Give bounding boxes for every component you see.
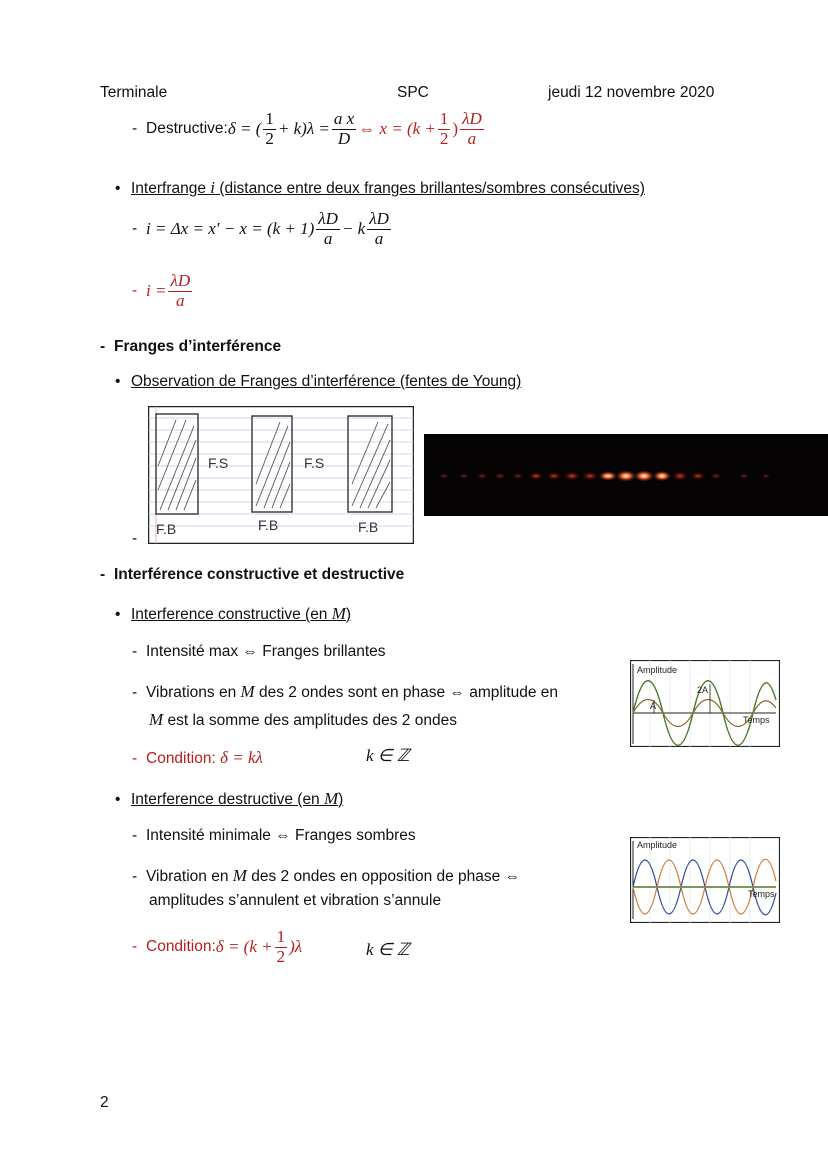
header-left: Terminale [100,84,168,101]
page-number: 2 [100,1094,109,1111]
text: (distance entre deux franges brillantes/sombres consécutives) [215,180,645,197]
dash-marker: - [132,868,138,885]
math-var: M [232,866,247,885]
constructive-line-2b [149,710,457,730]
fraction [275,928,288,966]
constructive-k-set: k ∈ ℤ [366,746,410,765]
bullet-icon: • [115,180,121,197]
dash-marker: - [132,220,138,238]
text: Vibration en [146,868,233,885]
dash-marker: - [132,643,138,660]
dash-marker: - [132,282,138,300]
dash-marker: - [132,827,138,844]
math-text: − k [341,219,366,239]
math-text: δ = (k + [215,937,273,957]
destructive-line-1 [132,827,416,845]
interfrange-heading [115,178,645,198]
math-text: )λ [289,937,303,957]
destructive-formula [132,110,486,148]
header-center: SPC [397,84,429,101]
frac-den: 2 [265,128,274,148]
sketch-label-fb-1: F.B [156,521,177,537]
constructive-line-2 [132,682,558,702]
dash-marker: - [132,120,138,138]
math-var: M [149,710,164,729]
fraction [316,210,340,248]
math-text: + k)λ = [277,119,330,139]
fraction [332,110,356,148]
constructive-condition [132,748,263,768]
franges-observation: Observation de Franges d’interférence (fentes de Young) [131,373,522,390]
math-text: i = [146,281,167,301]
text: Intensité max ⇔ Franges brillantes [146,643,386,660]
math-text: ) [452,119,459,139]
fraction [438,110,451,148]
text: Interference constructive (en [131,606,332,623]
frac-den: a [467,128,477,148]
destructive-k-set: k ∈ ℤ [366,940,410,959]
frac-num: λD [318,209,338,228]
text: ) [345,606,352,623]
text: Vibrations en [146,684,241,701]
dash-marker: - [100,338,106,355]
fraction [263,110,276,148]
math-text: δ = ( [227,119,262,139]
destructive-line-2 [132,866,520,886]
destructive-condition [132,928,302,966]
text: Condition: [146,938,216,956]
graph-ylabel: Amplitude [637,665,678,675]
frac-den: 2 [276,946,286,966]
frac-num: λD [462,109,482,128]
graph-label-2a: 2A [697,685,709,695]
graph-xlabel: Temps [748,889,775,899]
fraction [168,272,192,310]
text: des 2 ondes en opposition de phase ⇔ [246,868,521,885]
destructive-graph [630,837,780,923]
destructive-label: Destructive: [146,120,228,138]
dash-marker: - [132,938,138,956]
text: Condition: [146,750,221,767]
text: Interfrange [131,180,211,197]
frac-num: 1 [439,109,449,128]
frac-num: 1 [265,109,274,128]
bullet-icon: • [115,791,121,808]
interfrange-eq2 [132,272,194,310]
text: Interference destructive (en [131,791,324,808]
sketch-label-fs-1: F.S [208,455,229,471]
text: des 2 ondes sont en phase ⇔ amplitude en [254,684,558,701]
graph-label-a: A [650,701,657,711]
fraction [367,210,391,248]
frac-den: a [176,290,185,310]
franges-heading [100,338,281,356]
constructive-graph [630,660,780,747]
frac-den: 2 [439,128,449,148]
franges-title: Franges d’interférence [114,338,282,355]
sketch-label-fb-3: F.B [358,519,379,535]
math-text: i = Δx = x′ − x = (k + 1) [146,219,315,239]
bullet-icon: • [115,606,121,623]
interfrange-title [131,180,645,197]
fraction [460,110,484,148]
dash-marker: - [100,566,106,583]
frac-num: λD [170,271,191,290]
dash-marker: - [132,530,138,547]
destructive-line-2b: amplitudes s’annulent et vibration s’annule [149,892,442,909]
frac-den: a [323,228,333,248]
frac-den: a [374,228,384,248]
math-text: ⇔ x = (k + [358,119,436,139]
math-text: δ = kλ [220,748,263,767]
constructive-title [131,606,351,623]
frac-num: λD [369,209,389,228]
text: ) [338,791,344,808]
interference-title: Interférence constructive et destructive [114,566,405,583]
fringes-photo [424,434,828,516]
dash-marker: - [132,684,138,701]
header-right: jeudi 12 novembre 2020 [548,84,715,101]
frac-num: a x [333,109,355,128]
graph-xlabel: Temps [743,715,770,725]
interference-heading [100,566,404,584]
frac-num: 1 [276,927,286,946]
sketch-label-fb-2: F.B [258,517,279,533]
frac-den: D [337,128,351,148]
destructive-bullet [115,789,343,809]
constructive-line-1 [132,643,386,661]
destructive-title [131,791,343,808]
bullet-icon: • [115,373,121,390]
interfrange-eq1 [132,210,393,248]
dash-marker: - [132,750,138,767]
sketch-label-fs-2: F.S [304,455,325,471]
math-var: M [331,604,346,623]
constructive-bullet [115,604,351,624]
text: Intensité minimale ⇔ Franges sombres [146,827,416,844]
math-var: M [324,789,339,808]
text: est la somme des amplitudes des 2 ondes [163,712,457,729]
franges-bullet [115,373,521,391]
math-var: i [210,178,216,197]
graph-ylabel: Amplitude [637,840,678,850]
math-var: M [240,682,255,701]
fringe-sketch [148,406,414,544]
